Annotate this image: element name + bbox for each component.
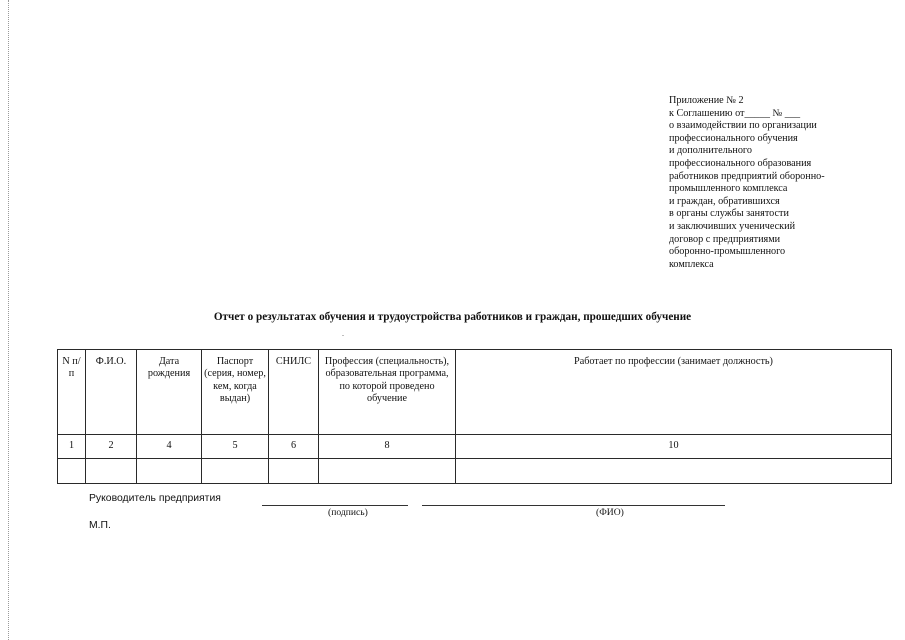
appendix-line: в органы службы занятости xyxy=(669,208,789,220)
column-number-cell: 5 xyxy=(202,435,269,459)
column-number-cell: 6 xyxy=(269,435,319,459)
table-row-blank xyxy=(58,459,892,484)
report-title: Отчет о результатах обучения и трудоустройства работников и граждан, прошедших обучение xyxy=(213,311,692,323)
appendix-line: и заключивших ученический xyxy=(669,220,796,232)
appendix-line: профессионального обучения xyxy=(669,132,798,144)
column-number-cell: 4 xyxy=(137,435,202,459)
signature-line xyxy=(262,505,408,506)
col-header-snils: СНИЛС xyxy=(269,350,319,435)
report-table xyxy=(57,349,892,484)
appendix-line: профессионального образования xyxy=(669,157,812,169)
table-row-column-numbers xyxy=(58,435,892,459)
column-number-cell: 1 xyxy=(58,435,86,459)
appendix-line: комплекса xyxy=(669,258,714,270)
blank-cell xyxy=(269,459,319,484)
column-number-cell: 8 xyxy=(319,435,456,459)
appendix-line: промышленного комплекса xyxy=(669,183,788,195)
appendix-line: Приложение № 2 xyxy=(669,95,744,106)
col-header-passport: Паспорт (серия, номер, кем, когда выдан) xyxy=(202,350,269,435)
appendix-line: и граждан, обратившихся xyxy=(669,195,780,207)
blank-cell xyxy=(58,459,86,484)
col-header-profession: Профессия (специальность), образовательная программа, по которой проведено обучение xyxy=(319,350,456,435)
col-header-number: N п/п xyxy=(58,350,86,435)
appendix-block xyxy=(669,95,889,271)
appendix-line: к Соглашению от_____ № ___ xyxy=(669,107,801,119)
blank-cell xyxy=(319,459,456,484)
signature-label: Руководитель предприятия xyxy=(89,493,221,504)
appendix-line: оборонно-промышленного xyxy=(669,246,786,258)
blank-cell xyxy=(456,459,892,484)
col-header-fio: Ф.И.О. xyxy=(86,350,137,435)
column-number-cell: 2 xyxy=(86,435,137,459)
fio-line xyxy=(422,505,725,506)
col-header-birthdate: Дата рождения xyxy=(137,350,202,435)
appendix-line: работников предприятий оборонно- xyxy=(669,170,825,182)
fio-hint: (ФИО) xyxy=(596,507,624,518)
stamp-placeholder: М.П. xyxy=(89,520,111,531)
blank-cell xyxy=(202,459,269,484)
col-header-position: Работает по профессии (занимает должность) xyxy=(456,350,892,435)
table-header-row xyxy=(58,350,892,435)
column-number-cell: 10 xyxy=(456,435,892,459)
stray-dot: . xyxy=(342,329,344,338)
appendix-line: договор с предприятиями xyxy=(669,233,781,245)
blank-cell xyxy=(137,459,202,484)
signature-hint: (подпись) xyxy=(328,507,368,518)
appendix-line: о взаимодействии по организации xyxy=(669,120,817,132)
appendix-line: и дополнительного xyxy=(669,145,752,157)
blank-cell xyxy=(86,459,137,484)
